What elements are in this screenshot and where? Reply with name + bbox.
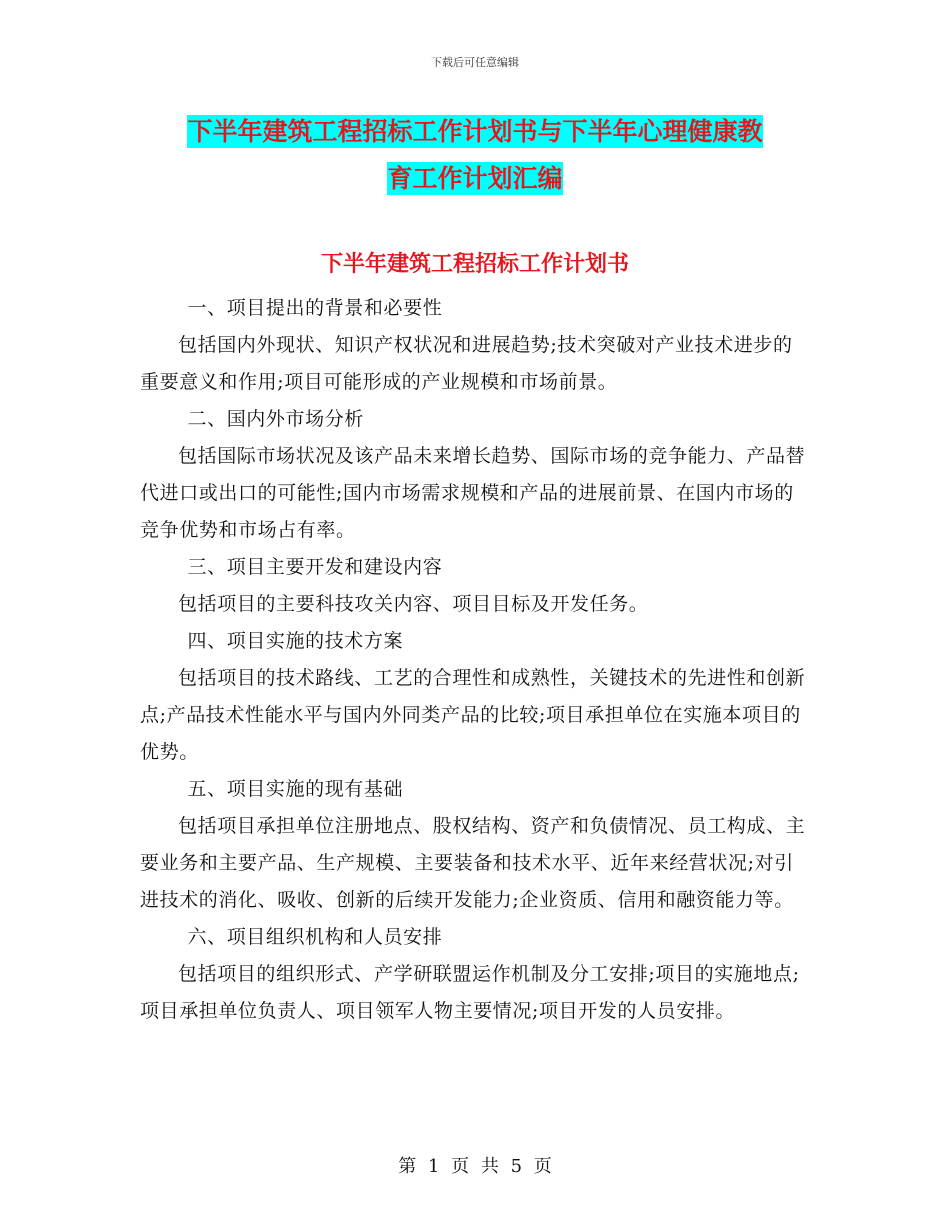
section-body-6: 包括项目的组织形式、产学研联盟运作机制及分工安排;项目的实施地点;项目承担单位负责人、项目领军人物主要情况;项目开发的人员安排。 [140,963,800,1022]
section-heading-4: 四、项目实施的技术方案 [187,630,404,652]
section-body-3: 包括项目的主要科技攻关内容、项目目标及开发任务。 [178,593,649,615]
section-body-2: 包括国际市场状况及该产品未来增长趋势、国际市场的竞争能力、产品替代进口或出口的可能性;国内市场需求规模和产品的进展前景、在国内市场的竞争优势和市场占有率。 [140,445,806,541]
section-body-4: 包括项目的技术路线、工艺的合理性和成熟性，关键技术的先进性和创新点;产品技术性能水平与国内外同类产品的比较;项目承担单位在实施本项目的优势。 [140,667,806,763]
section-heading-3: 三、项目主要开发和建设内容 [187,556,443,578]
document-title [140,108,810,202]
header-note: 下载后可任意编辑 [431,56,519,69]
section-body-1: 包括国内外现状、知识产权状况和进展趋势;技术突破对产业技术进步的重要意义和作用;项目可能形成的产业规模和市场前景。 [140,334,793,393]
section-heading-5: 五、项目实施的现有基础 [187,778,404,800]
section-heading-6: 六、项目组织机构和人员安排 [187,926,443,948]
page-number: 第 1 页 共 5 页 [398,1156,552,1177]
section-heading-2: 二、国内外市场分析 [187,408,364,430]
section-heading-1: 一、项目提出的背景和必要性 [187,297,443,319]
document-title-line-2: 育工作计划汇编 [387,164,563,193]
section-title: 下半年建筑工程招标工作计划书 [320,252,629,277]
section-body-5: 包括项目承担单位注册地点、股权结构、资产和负债情况、员工构成、主要业务和主要产品、生产规模、主要装备和技术水平、近年来经营状况;对引进技术的消化、吸收、创新的后续开发能力;企业资质、信用和融资能力等。 [140,815,806,911]
document-title-line-1: 下半年建筑工程招标工作计划书与下半年心理健康教 [187,117,763,146]
document-body [140,290,808,1030]
